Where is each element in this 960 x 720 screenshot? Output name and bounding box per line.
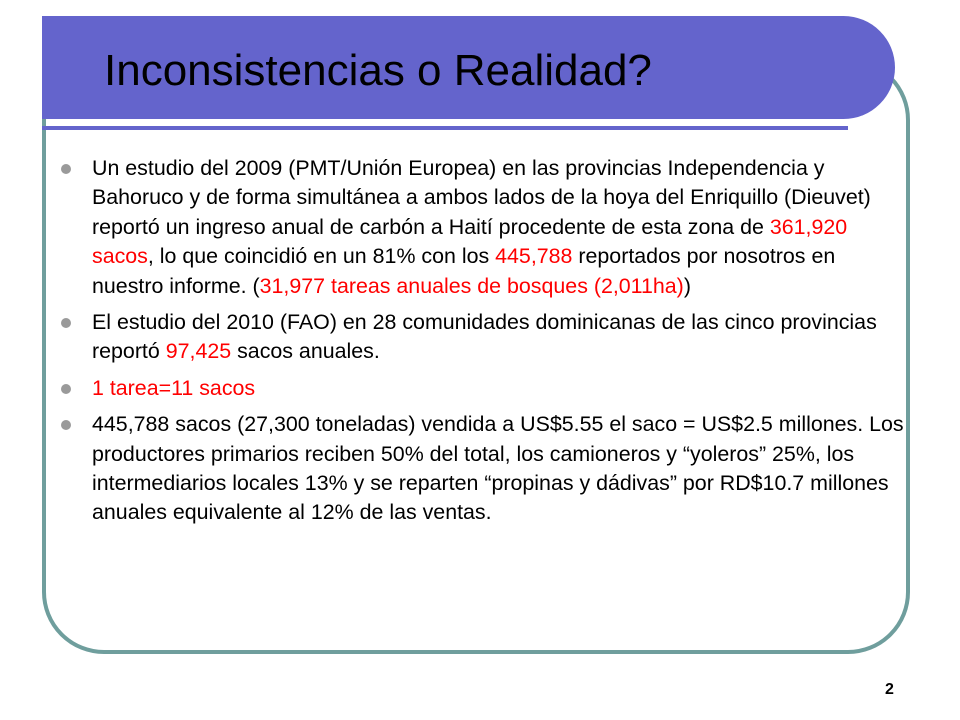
bullet-1-text-3: reportados por nosotros en nuestro informe. ( bbox=[92, 244, 836, 298]
bullet-1-highlight-2: 445,788 bbox=[495, 244, 573, 269]
bullet-item-2 bbox=[60, 308, 910, 367]
page-number: 2 bbox=[885, 681, 894, 698]
bullet-dot-icon bbox=[61, 318, 71, 328]
bullet-2-text-1: El estudio del 2010 (FAO) en 28 comunidades dominicanas de las cinco provincias reportó bbox=[92, 310, 877, 364]
bullet-3-highlight-1: 1 tarea=11 sacos bbox=[92, 375, 256, 400]
bullet-1-text-1: Un estudio del 2009 (PMT/Unión Europea) en las provincias Independencia y Bahoruco y de forma simultánea a ambos lados de la hoya del Enriquillo (Dieuvet) reportó un ingreso anual de carbón a Haití procedente de esta zona de bbox=[92, 156, 871, 239]
bullet-1-highlight-1: 361,920 sacos bbox=[92, 214, 848, 269]
bullet-1-text-2: , lo que coincidió en un 81% con los bbox=[147, 244, 496, 269]
bullet-item-4 bbox=[60, 410, 910, 528]
bullet-1-text-4: ) bbox=[683, 273, 691, 298]
bullet-item-3 bbox=[60, 374, 910, 403]
bullet-item-1 bbox=[60, 154, 910, 301]
bullet-4-text-1: 445,788 sacos (27,300 toneladas) vendida a US$5.55 el saco = US$2.5 millones. Los productores primarios reciben 50% del total, los camioneros y “yoleros” 25%, los intermediarios locales 13% y se reparten “propinas y dádivas” por RD$10.7 millones anuales equivalente al 12% de las ventas. bbox=[92, 412, 904, 525]
bullet-dot-icon bbox=[61, 384, 71, 394]
slide-title: Inconsistencias o Realidad? bbox=[104, 46, 652, 95]
bullet-2-text-2: sacos anuales. bbox=[231, 339, 380, 364]
bullet-1-highlight-3: 31,977 tareas anuales de bosques (2,011ha) bbox=[259, 273, 684, 298]
bullet-dot-icon bbox=[61, 420, 71, 430]
bullet-dot-icon bbox=[61, 164, 71, 174]
bullet-list bbox=[60, 154, 910, 535]
title-underline bbox=[42, 126, 848, 130]
bullet-2-highlight-1: 97,425 bbox=[165, 339, 232, 364]
